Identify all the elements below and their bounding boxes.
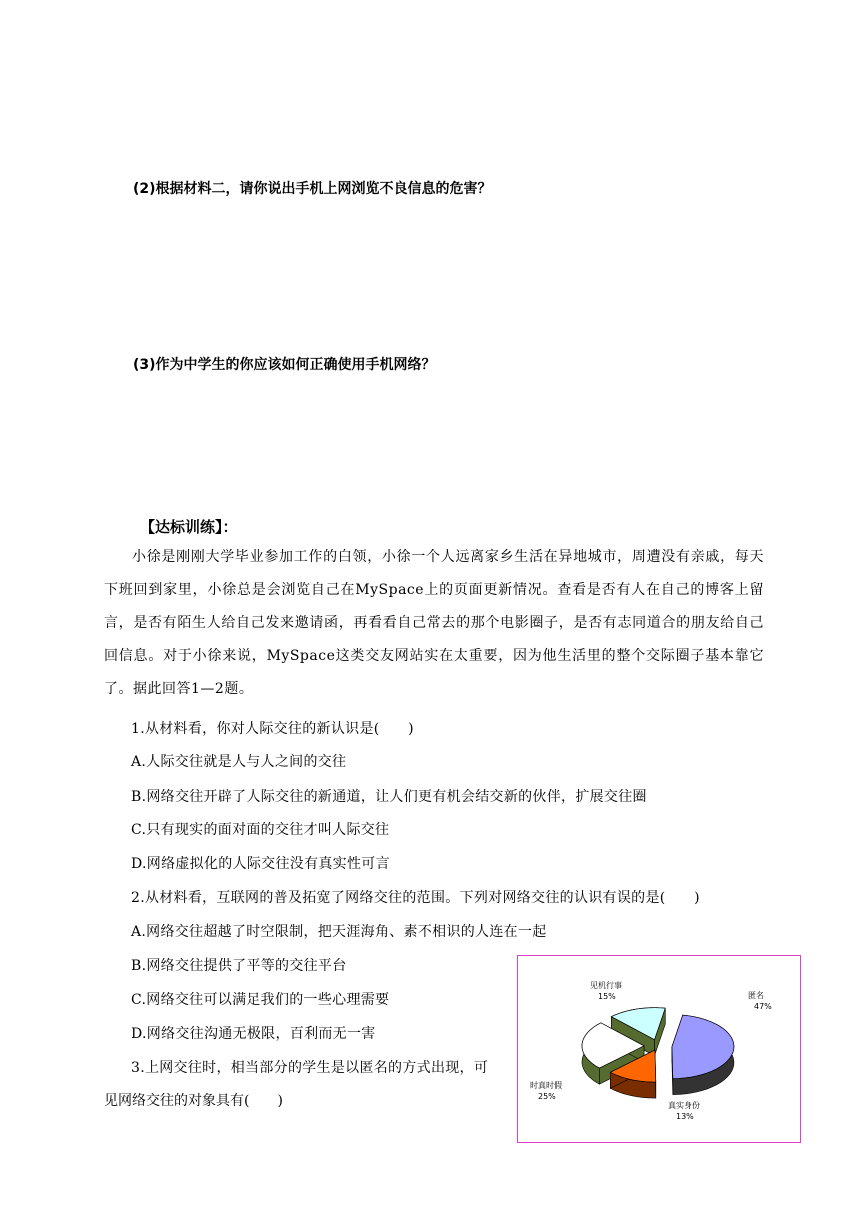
q2-option-b: B.网络交往提供了平等的交往平台 [131,958,347,974]
section-heading: 【达标训练】： [140,518,238,536]
pie-value-label-3: 15% [598,992,616,1001]
passage-paragraph: 小徐是刚刚大学毕业参加工作的白领，小徐一个人远离家乡生活在异地城市，周遭没有亲戚，每天下班回到家里，小徐总是会浏览自己在MySpace上的页面更新情况。查看是否有人在自己的博客上留言，是否有陌生人给自己发来邀请函，再看看自己常去的那个电影圈子，是否有志同道合的朋友给自己回信息。对于小徐来说，MySpace这类交友网站实在太重要，因为他生活里的整个交际圈子基本靠它了。据此回答1—2题。 [104,549,764,697]
pie-label-0: 匿名 [748,991,764,1000]
q1-option-d: D.网络虚拟化的人际交往没有真实性可言 [131,856,390,872]
question-2-prompt: (2)根据材料二，请你说出手机上网浏览不良信息的危害？ [133,181,492,197]
question-3-prompt: (3)作为中学生的你应该如何正确使用手机网络？ [133,357,436,373]
q2-option-c: C.网络交往可以满足我们的一些心理需要 [131,992,390,1008]
pie-slice-0 [672,1015,734,1095]
q2-option-a: A.网络交往超越了时空限制，把天涯海角、素不相识的人连在一起 [131,924,547,940]
pie-value-label-0: 47% [754,1002,772,1011]
pie-chart-frame [517,955,801,1143]
q1-option-a: A.人际交往就是人与人之间的交往 [131,754,347,770]
q1-option-b: B.网络交往开辟了人际交往的新通道，让人们更有机会结交新的伙伴，扩展交往圈 [131,789,647,805]
pie-value-label-1: 13% [676,1112,694,1121]
q2-stem: 2.从材料看，互联网的普及拓宽了网络交往的范围。下列对网络交往的认识有误的是( ) [131,890,700,906]
pie-value-label-2: 25% [538,1092,556,1101]
q1-stem: 1.从材料看，你对人际交往的新认识是( ) [131,721,414,737]
q3-stem-line1: 3.上网交往时，相当部分的学生是以匿名的方式出现，可 [131,1060,489,1076]
pie-label-2: 时真时假 [530,1081,562,1090]
q2-option-d: D.网络交往沟通无极限，百利而无一害 [131,1026,376,1042]
pie-label-3: 见机行事 [590,981,622,990]
pie-label-1: 真实身份 [668,1101,700,1110]
q1-option-c: C.只有现实的面对面的交往才叫人际交往 [131,822,390,838]
pie-chart [518,956,802,1144]
q3-stem-line2: 见网络交往的对象具有( ) [104,1093,283,1109]
